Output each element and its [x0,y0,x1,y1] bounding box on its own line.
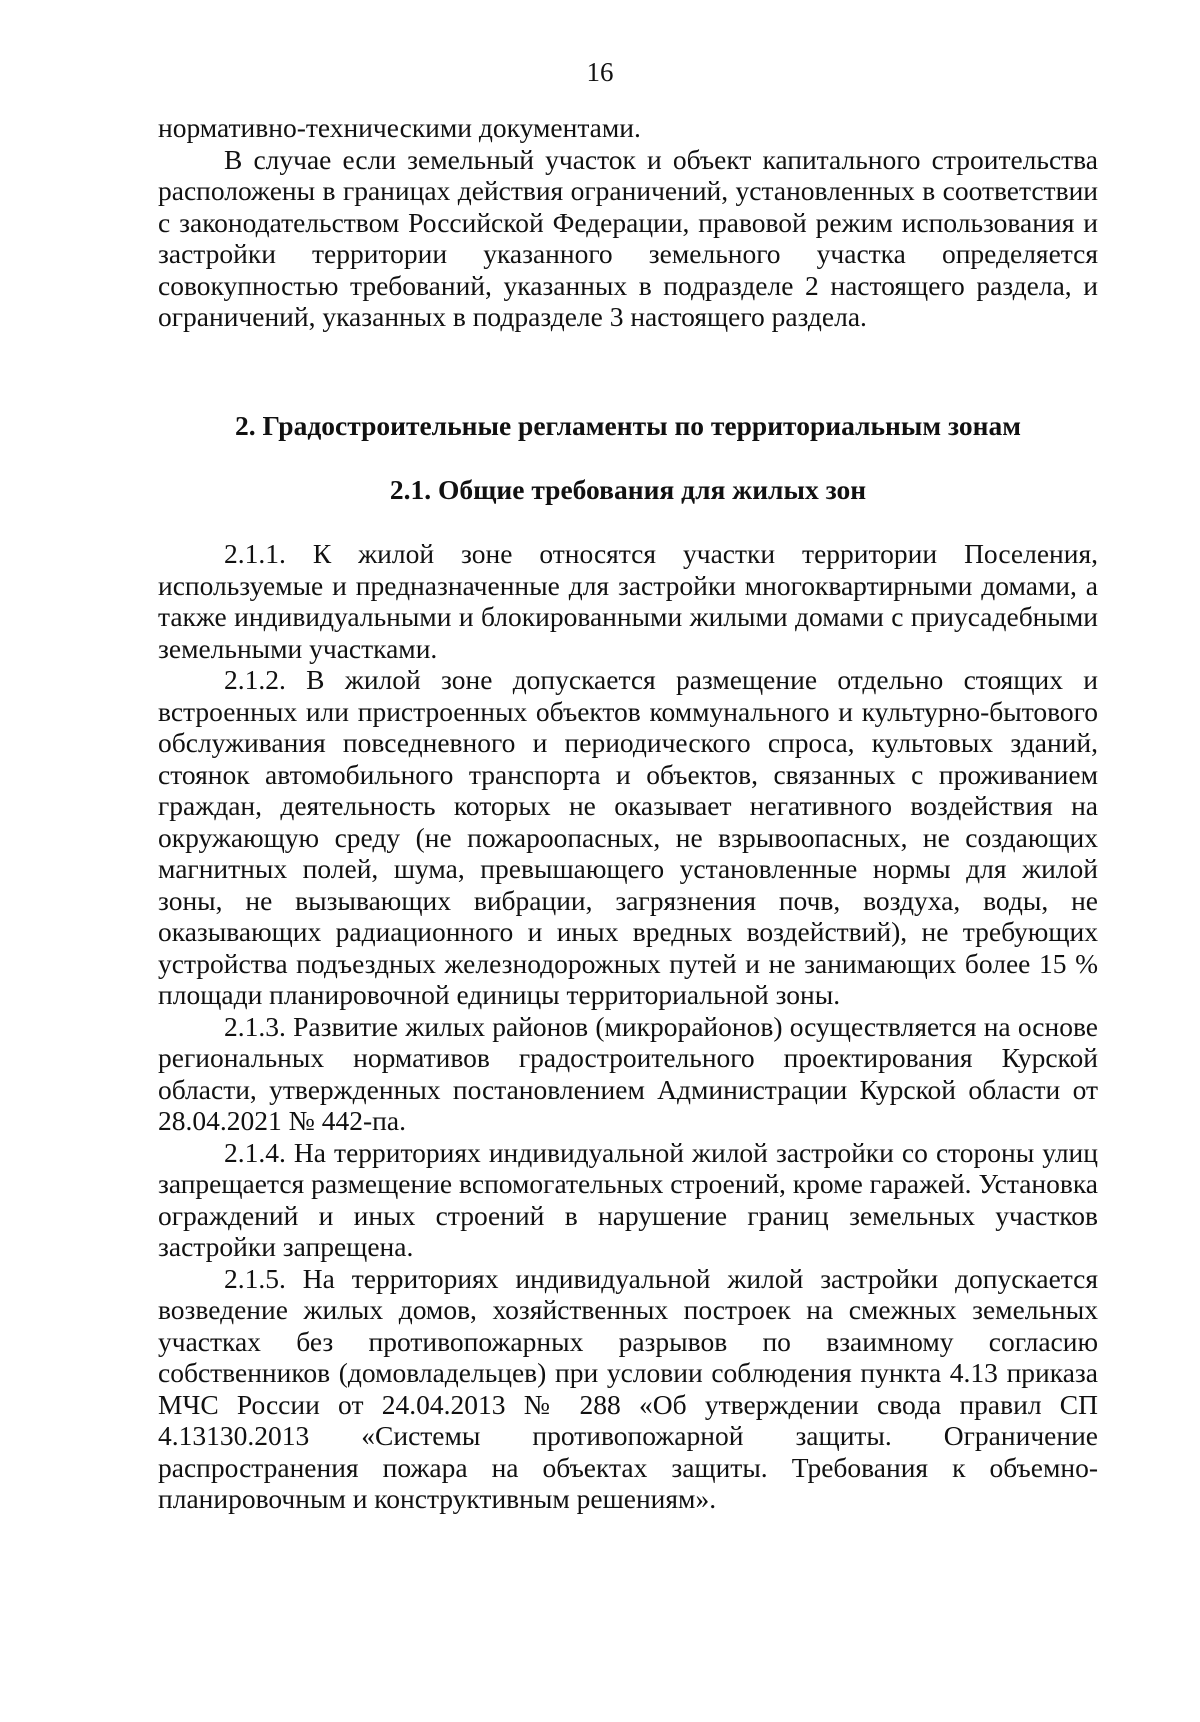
section-heading: 2. Градостроительные регламенты по территориальным зонам [235,410,1021,441]
clause-2-1-3: 2.1.3. Развитие жилых районов (микрорайонов) осуществляется на основе региональных нормативов градостроительного проектирования Курской области, утвержденных постановлением Администрации Курской области от 28.04.2021 № 442-па. [158,1010,1098,1136]
clauses-block [158,538,1098,1515]
subsection-heading: 2.1. Общие требования для жилых зон [389,474,867,505]
page-number: 16 [586,57,614,87]
clause-2-1-2: 2.1.2. В жилой зоне допускается размещение отдельно стоящих и встроенных или пристроенных объектов коммунального и культурно-бытового обслуживания повседневного и периодического спроса, культовых зданий, стоянок автомобильного транспорта и объектов, связанных с проживанием граждан, деятельность которых не оказывает негативного воздействия на окружающую среду (не пожароопасных, не взрывоопасных, не создающих магнитных полей, шума, превышающего установленные нормы для жилой зоны, не вызывающих вибрации, загрязнения почв, воздуха, воды, не оказывающих радиационного и иных вредных воздействий), не требующих устройства подъездных железнодорожных путей и не занимающих более 15 % площади планировочной единицы территориальной зоны. [158,664,1098,1010]
intro-paragraph: В случае если земельный участок и объект капитального строительства расположены в границах действия ограничений, установленных в соответствии с законодательством Российской Федерации, правовой режим использования и застройки территории указанного земельного участка определяется совокупностью требований, указанных в подразделе 2 настоящего раздела, и ограничений, указанных в подразделе 3 настоящего раздела. [158,143,1098,332]
clause-2-1-1: 2.1.1. К жилой зоне относятся участки территории Поселения, используемые и предназначенные для застройки многоквартирными домами, а также индивидуальными и блокированными жилыми домами с приусадебными земельными участками. [158,538,1098,664]
intro-continuation: нормативно-техническими документами. [158,112,641,143]
intro-block [158,112,1098,333]
clause-2-1-4: 2.1.4. На территориях индивидуальной жилой застройки со стороны улиц запрещается размещение вспомогательных строений, кроме гаражей. Установка ограждений и иных строений в нарушение границ земельных участков застройки запрещена. [158,1136,1098,1262]
clause-2-1-5: 2.1.5. На территориях индивидуальной жилой застройки допускается возведение жилых домов, хозяйственных построек на смежных земельных участках без противопожарных разрывов по взаимному согласию собственников (домовладельцев) при условии соблюдения пункта 4.13 приказа МЧС России от 24.04.2013 № 288 «Об утверждении свода правил СП 4.13130.2013 «Системы противопожарной защиты. Ограничение распространения пожара на объектах защиты. Требования к объемно-планировочным и конструктивным решениям». [158,1262,1098,1514]
